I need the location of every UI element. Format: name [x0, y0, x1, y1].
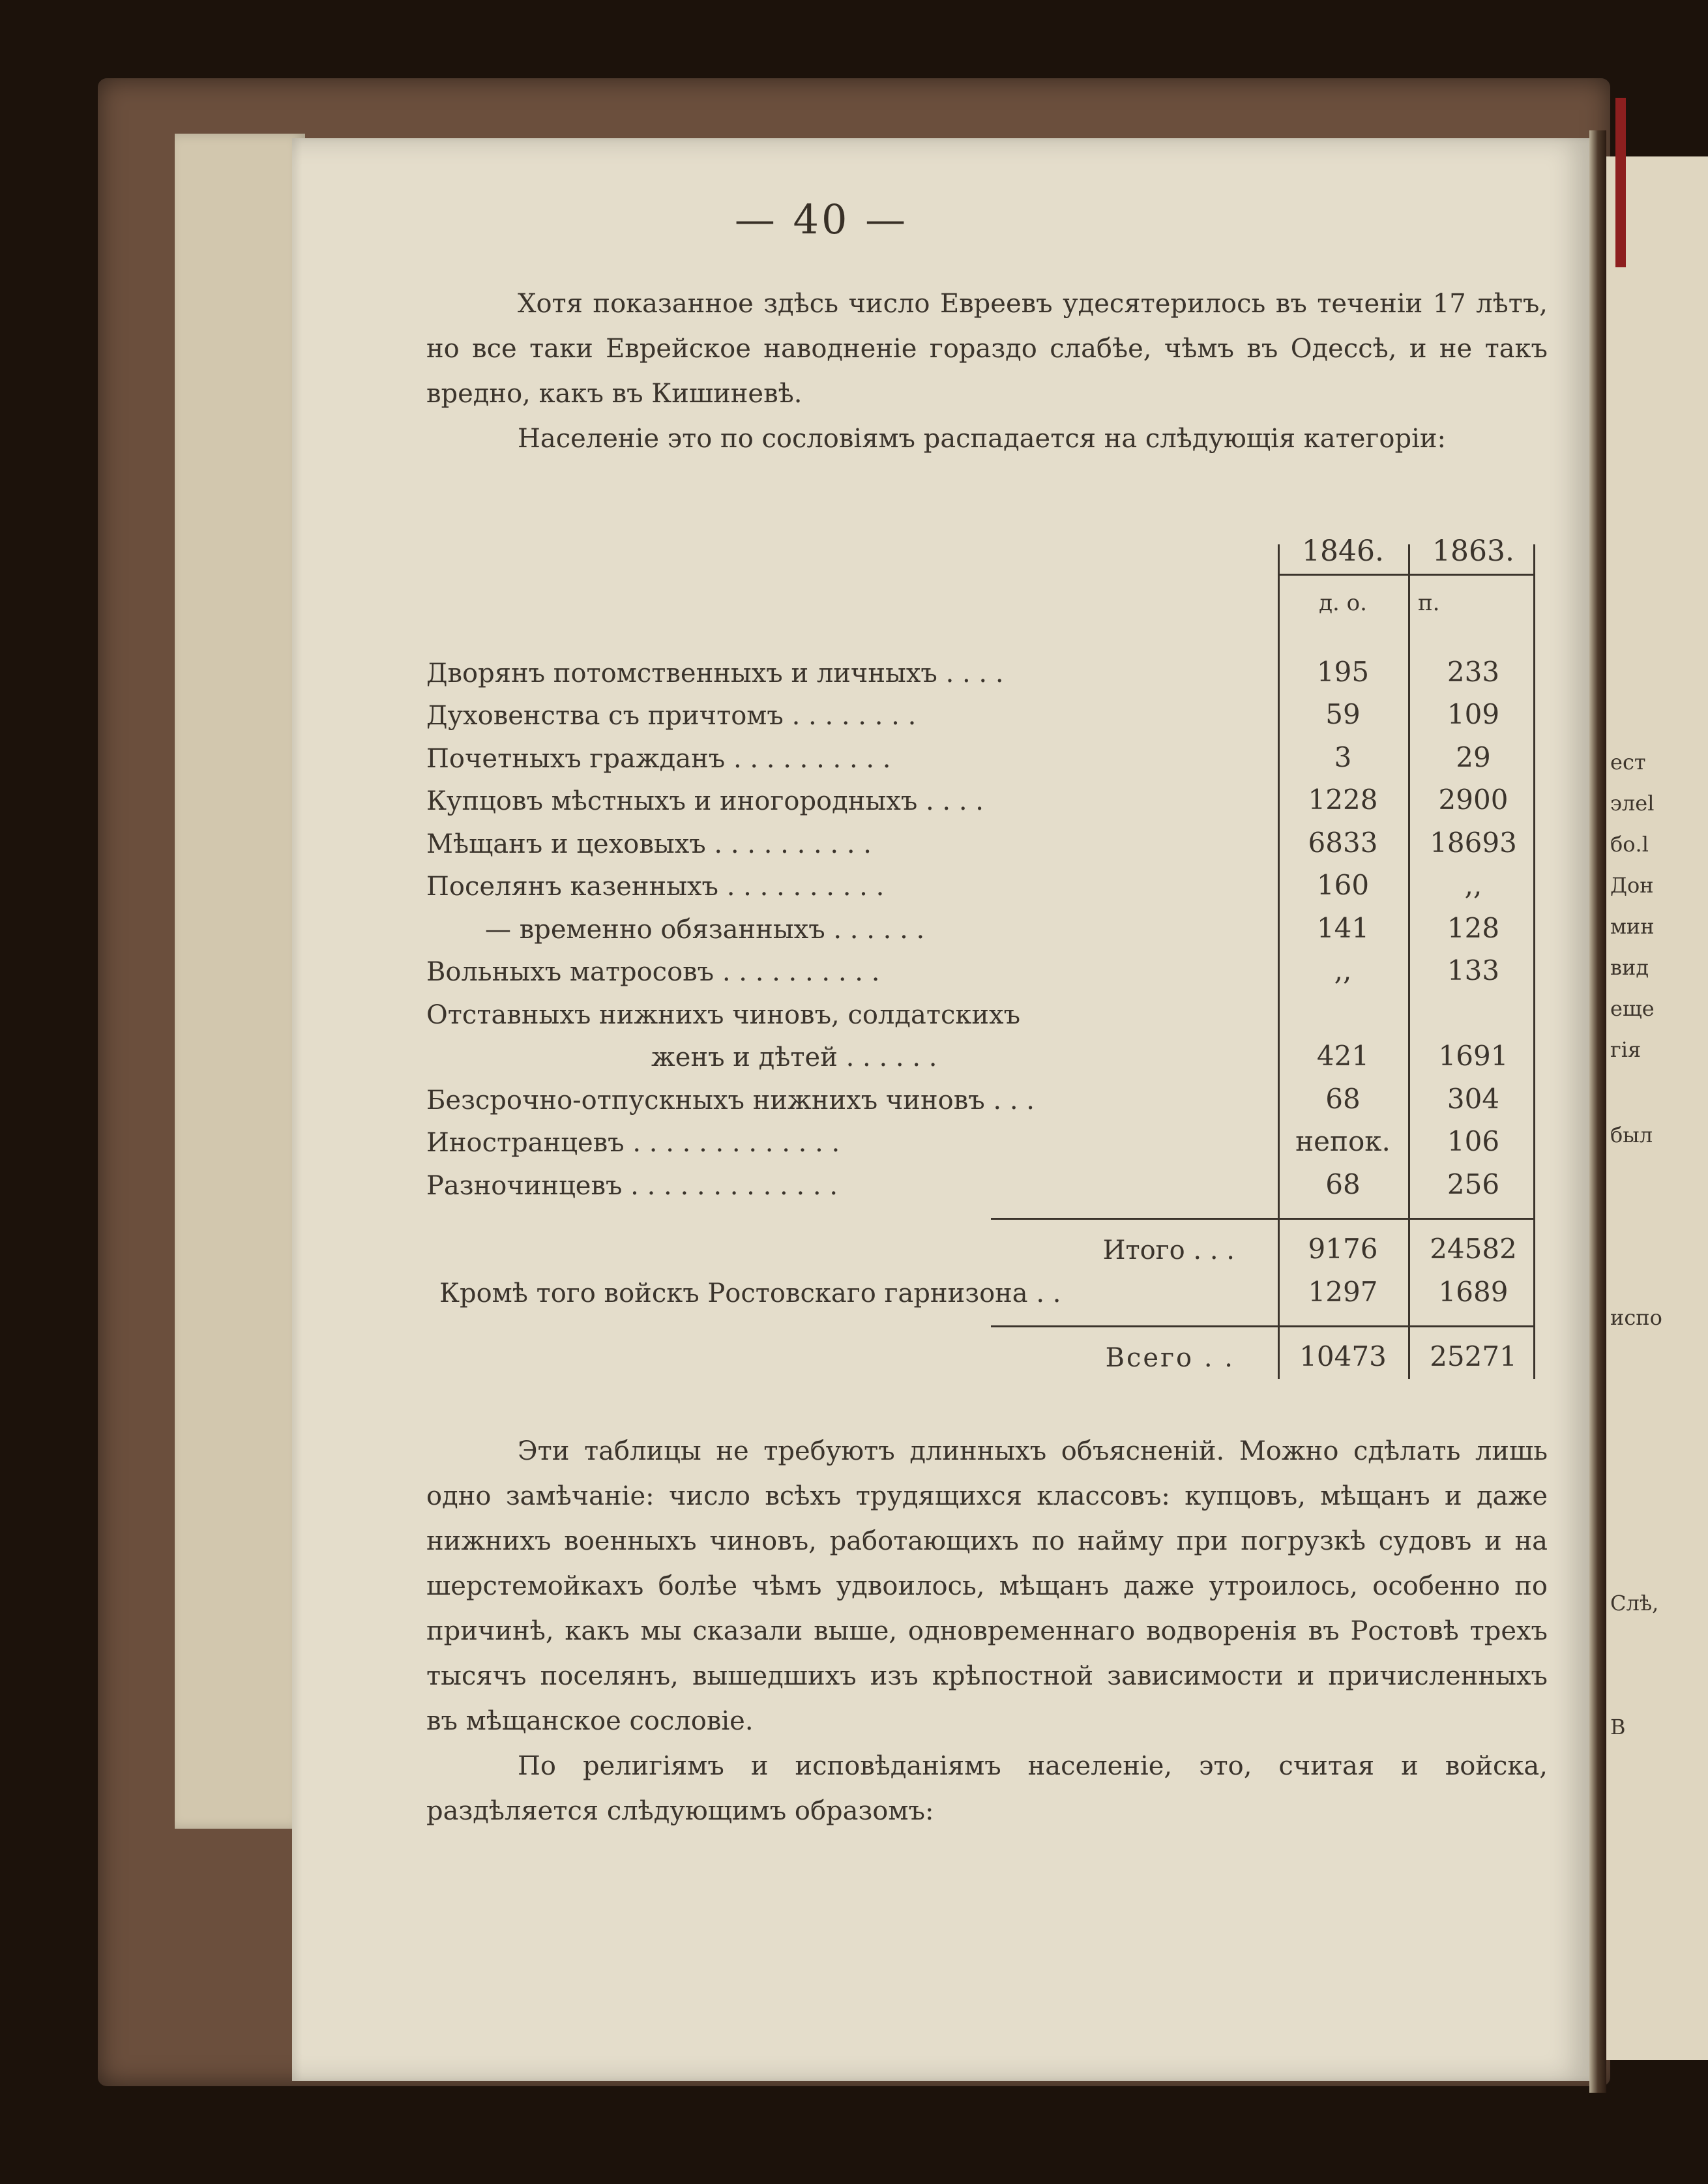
facing-fragment: Слѣ, — [1610, 1591, 1659, 1616]
bookmark-ribbon — [1615, 98, 1626, 267]
table-cell: 2900 — [1438, 784, 1509, 816]
table-cell: ,, — [1334, 954, 1352, 986]
table-row-label: женъ и дѣтей . . . . . . — [651, 1042, 937, 1072]
table-cell: ,, — [1464, 869, 1482, 901]
closing-paragraph: Эти таблицы не требуютъ длинныхъ объясненій. Можно сдѣлать лишь одно замѣчаніе: число всѣхъ трудящихся классовъ: купцовъ, мѣщанъ и даже нижнихъ военныхъ чиновъ, работающихъ по найму при погрузкѣ судовъ и на шерстемойкахъ болѣе чѣмъ удвоилось, мѣщанъ даже утроилось, особенно по причинѣ, какъ мы сказали выше, одновременнаго водворенія въ Ростовѣ трехъ тысячъ поселянъ, вышедшихъ изъ крѣпостной зависимости и причисленныхъ въ мѣщанское сословіе. — [426, 1436, 1548, 1736]
closing-paragraph: По религіямъ и исповѣданіямъ населеніе, это, считая и войска, раздѣляется слѣдующимъ образомъ: — [426, 1751, 1548, 1826]
facing-fragment: испо — [1610, 1305, 1662, 1330]
table-row-label: Разночинцевъ . . . . . . . . . . . . . — [426, 1171, 838, 1201]
year-header-1863: 1863. — [1432, 535, 1514, 568]
table-cell: 421 — [1316, 1040, 1370, 1072]
table-cell: 233 — [1447, 656, 1500, 688]
garrison-1863: 1689 — [1438, 1276, 1509, 1308]
table-cell: 195 — [1316, 656, 1370, 688]
table-cell: 1228 — [1308, 784, 1378, 816]
facing-fragment: бо.l — [1610, 832, 1649, 857]
header-rule — [1278, 574, 1535, 576]
total-1863: 24582 — [1430, 1233, 1517, 1265]
subtotal-rule — [991, 1218, 1535, 1220]
facing-fragment: В — [1610, 1715, 1626, 1739]
table-cell: непок. — [1295, 1125, 1391, 1157]
page-number: — 40 — — [734, 196, 909, 243]
grand-total-1863: 25271 — [1430, 1340, 1517, 1372]
grand-total-label: Всего . . — [1105, 1343, 1235, 1373]
table-row-label: Отставныхъ нижнихъ чиновъ, солдатскихъ — [426, 1000, 1021, 1030]
table-cell: 3 — [1334, 741, 1352, 773]
table-row-label: Иностранцевъ . . . . . . . . . . . . . — [426, 1128, 840, 1158]
garrison-label: Кромѣ того войскъ Ростовскаго гарнизона . . — [439, 1278, 1061, 1308]
facing-fragment: мин — [1610, 914, 1655, 939]
facing-fragment: элеl — [1610, 791, 1655, 816]
total-rule — [991, 1325, 1535, 1327]
table-cell: 160 — [1316, 869, 1370, 901]
table-row-label: Духовенства съ причтомъ . . . . . . . . — [426, 701, 917, 731]
table-cell: 6833 — [1308, 827, 1378, 859]
facing-fragment: еще — [1610, 996, 1655, 1021]
table-row-label: Безсрочно-отпускныхъ нижнихъ чиновъ . . . — [426, 1085, 1035, 1115]
facing-page — [1605, 156, 1708, 2060]
table-cell: 68 — [1325, 1083, 1361, 1115]
unit-header-1846: д. о. — [1319, 590, 1367, 616]
table-cell: 59 — [1325, 698, 1361, 730]
table-row-label: Почетныхъ гражданъ . . . . . . . . . . — [426, 744, 891, 774]
facing-fragment: Дон — [1610, 873, 1654, 898]
total-label: Итого . . . — [1102, 1235, 1235, 1265]
grand-total-1846: 10473 — [1299, 1340, 1387, 1372]
table-row-label: Мѣщанъ и цеховыхъ . . . . . . . . . . — [426, 829, 872, 859]
table-cell: 141 — [1316, 912, 1370, 944]
facing-fragment: ест — [1610, 750, 1646, 775]
closing-text — [426, 1429, 1548, 1834]
table-cell: 109 — [1447, 698, 1500, 730]
intro-paragraph: Населеніе это по сословіямъ распадается на слѣдующія категоріи: — [518, 424, 1447, 454]
table-cell: 18693 — [1430, 827, 1517, 859]
facing-fragment: вид — [1610, 955, 1649, 980]
table-row-label: Купцовъ мѣстныхъ и иногородныхъ . . . . — [426, 786, 984, 816]
table-cell: 128 — [1447, 912, 1500, 944]
garrison-1846: 1297 — [1308, 1276, 1378, 1308]
table-cell: 256 — [1447, 1168, 1500, 1200]
intro-paragraph: Хотя показанное здѣсь число Евреевъ удесятерилось въ теченіи 17 лѣтъ, но все таки Еврейское наводненіе гораздо слабѣе, чѣмъ въ Одессѣ, и не такъ вредно, какъ въ Кишиневѣ. — [426, 289, 1548, 409]
page-gutter — [1589, 130, 1606, 2093]
table-row-label: Вольныхъ матросовъ . . . . . . . . . . — [426, 957, 880, 987]
facing-fragment: был — [1610, 1123, 1653, 1147]
table-row-label: — временно обязанныхъ . . . . . . — [485, 915, 925, 945]
table-cell: 304 — [1447, 1083, 1500, 1115]
table-cell: 29 — [1456, 741, 1491, 773]
total-1846: 9176 — [1308, 1233, 1378, 1265]
table-cell: 106 — [1447, 1125, 1500, 1157]
facing-fragment: гія — [1610, 1037, 1642, 1062]
table-cell: 133 — [1447, 954, 1500, 986]
flyleaf — [175, 134, 305, 1829]
intro-text — [426, 282, 1548, 462]
table-cell: 68 — [1325, 1168, 1361, 1200]
unit-header-1863: п. — [1418, 590, 1440, 616]
table-cell: 1691 — [1438, 1040, 1509, 1072]
table-row-label: Поселянъ казенныхъ . . . . . . . . . . — [426, 872, 885, 902]
table-row-label: Дворянъ потомственныхъ и личныхъ . . . . — [426, 658, 1004, 688]
year-header-1846: 1846. — [1302, 535, 1384, 568]
